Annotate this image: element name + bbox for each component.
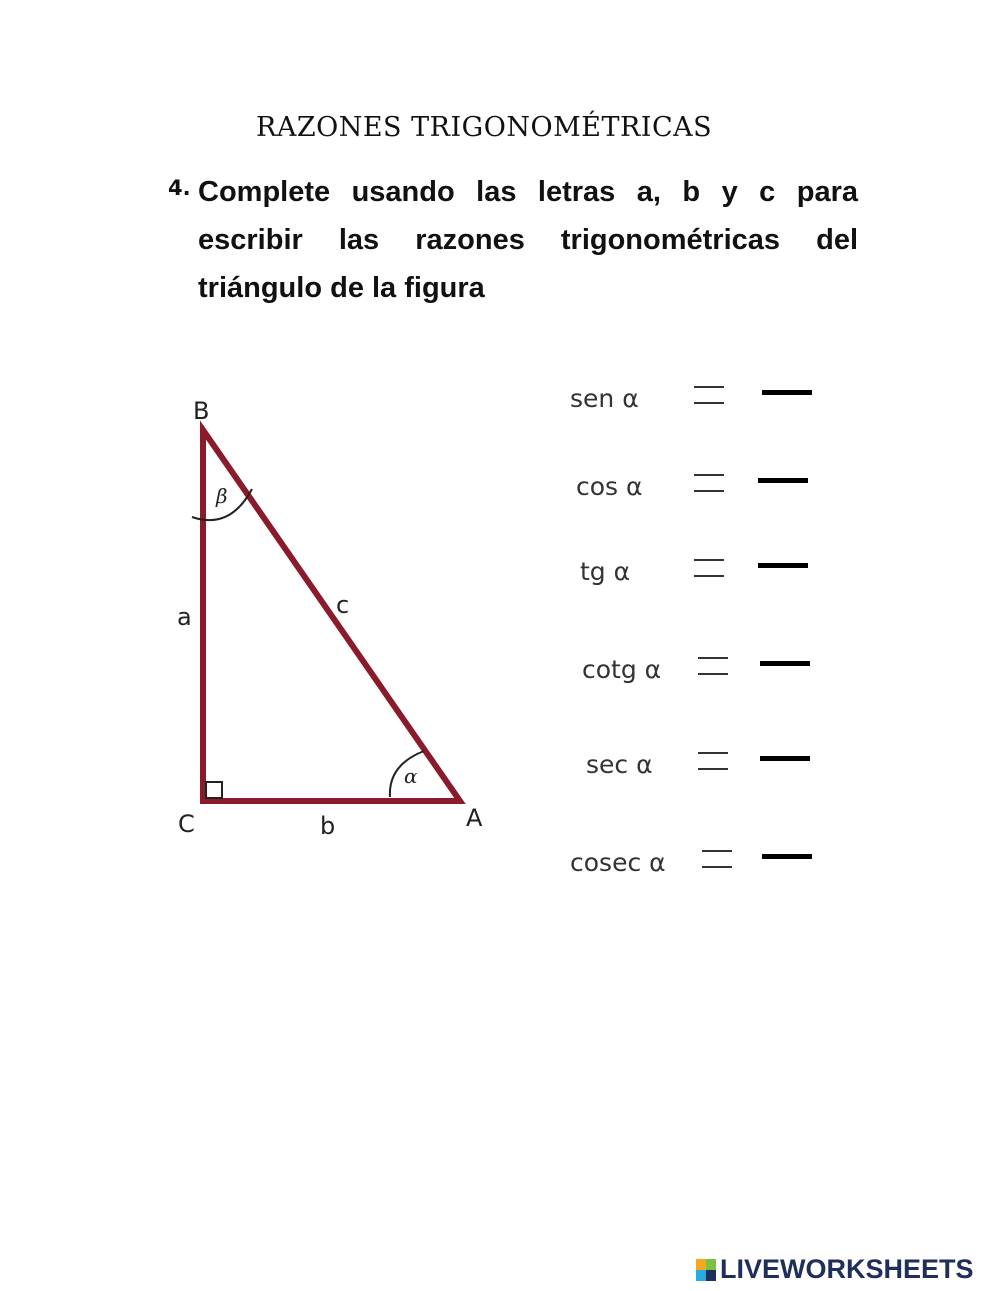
answer-blank[interactable] (762, 390, 812, 395)
ratio-label: cotg α (582, 655, 662, 684)
equals-sign (694, 559, 724, 577)
ratio-row-cosec (568, 842, 848, 892)
side-label-b: b (320, 812, 336, 840)
liveworksheets-logo (696, 1254, 974, 1285)
equals-sign (694, 474, 724, 492)
question-text: Complete usando las letras a, b y c para escribir las razones trigonométricas del triángulo de la figura (198, 176, 858, 304)
ratio-label: cosec α (570, 848, 666, 877)
side-label-c: c (336, 591, 350, 619)
ratio-row-sen (568, 378, 848, 428)
ratio-row-cotg (568, 649, 848, 699)
logo-icon (696, 1259, 716, 1281)
ratio-label: sec α (586, 750, 653, 779)
vertex-label-c: C (178, 810, 195, 838)
ratio-label: sen α (570, 384, 639, 413)
logo-text: LIVEWORKSHEETS (720, 1254, 974, 1284)
vertex-label-b: B (193, 397, 210, 425)
ratio-row-sec (568, 744, 848, 794)
ratio-row-cos (568, 466, 848, 516)
answer-blank[interactable] (760, 661, 810, 666)
side-label-a: a (177, 603, 192, 631)
equals-sign (698, 752, 728, 770)
equals-sign (698, 657, 728, 675)
answer-blank[interactable] (762, 854, 812, 859)
angle-label-alpha: α (404, 764, 418, 788)
right-triangle-figure (160, 385, 510, 855)
vertex-label-a: A (466, 804, 483, 832)
equals-sign (694, 386, 724, 404)
right-angle-marker (206, 782, 222, 798)
equals-sign (702, 850, 732, 868)
ratio-label: cos α (576, 472, 643, 501)
ratio-row-tg (568, 551, 848, 601)
ratio-label: tg α (580, 557, 631, 586)
answer-blank[interactable] (758, 563, 808, 568)
answer-blank[interactable] (758, 478, 808, 483)
answer-blank[interactable] (760, 756, 810, 761)
triangle-shape (203, 430, 460, 801)
question-number: 4. (168, 176, 191, 200)
worksheet-title: RAZONES TRIGONOMÉTRICAS (256, 112, 713, 143)
angle-label-beta: β (216, 484, 228, 508)
